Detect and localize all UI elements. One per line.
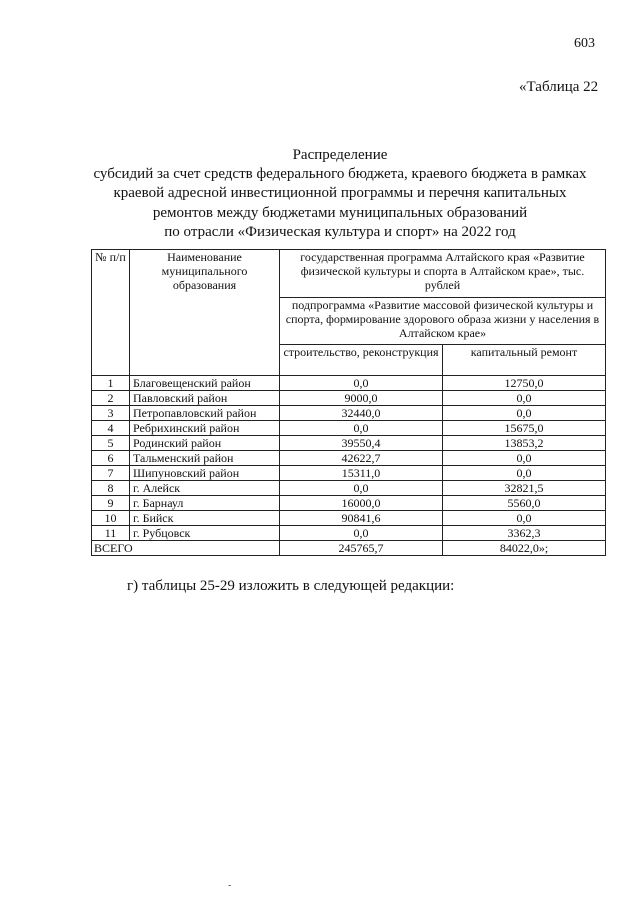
municipality-name: Родинский район xyxy=(130,436,280,451)
repair-value: 0,0 xyxy=(443,406,606,421)
subsidy-table xyxy=(91,249,606,556)
municipality-name: г. Барнаул xyxy=(130,496,280,511)
header-municipality: Наименование муниципального образования xyxy=(130,250,280,376)
row-number: 9 xyxy=(92,496,130,511)
municipality-name: г. Рубцовск xyxy=(130,526,280,541)
municipality-name: Шипуновский район xyxy=(130,466,280,481)
construction-value: 0,0 xyxy=(280,481,443,496)
row-number: 8 xyxy=(92,481,130,496)
construction-value: 16000,0 xyxy=(280,496,443,511)
heading-line: Распределение xyxy=(292,147,388,163)
page-number: 603 xyxy=(574,36,595,51)
row-number: 10 xyxy=(92,511,130,526)
construction-value: 39550,4 xyxy=(280,436,443,451)
table-row xyxy=(92,376,606,391)
table-reference: «Таблица 22 xyxy=(519,79,599,95)
header-repair: капитальный ремонт xyxy=(443,345,606,376)
row-number: 6 xyxy=(92,451,130,466)
document-heading xyxy=(60,146,620,242)
construction-value: 90841,6 xyxy=(280,511,443,526)
table-row xyxy=(92,406,606,421)
total-repair: 84022,0»; xyxy=(443,541,606,556)
table-row xyxy=(92,481,606,496)
table-row xyxy=(92,391,606,406)
repair-value: 0,0 xyxy=(443,391,606,406)
repair-value: 3362,3 xyxy=(443,526,606,541)
total-row xyxy=(92,541,606,556)
repair-value: 0,0 xyxy=(443,466,606,481)
total-construction: 245765,7 xyxy=(280,541,443,556)
construction-value: 32440,0 xyxy=(280,406,443,421)
table-row xyxy=(92,466,606,481)
header-program: государственная программа Алтайского края «Развитие физической культуры и спорта в Алтайском крае», тыс. рублей xyxy=(280,250,606,298)
municipality-name: Ребрихинский район xyxy=(130,421,280,436)
heading-line: по отрасли «Физическая культура и спорт» на 2022 год xyxy=(164,223,516,240)
repair-value: 0,0 xyxy=(443,511,606,526)
municipality-name: Благовещенский район xyxy=(130,376,280,391)
municipality-name: г. Алейск xyxy=(130,481,280,496)
construction-value: 9000,0 xyxy=(280,391,443,406)
row-number: 1 xyxy=(92,376,130,391)
row-number: 5 xyxy=(92,436,130,451)
row-number: 3 xyxy=(92,406,130,421)
table-row xyxy=(92,421,606,436)
amendment-text: г) таблицы 25-29 изложить в следующей редакции: xyxy=(127,578,455,594)
heading-line: субсидий за счет средств федерального бюджета, краевого бюджета в рамках xyxy=(93,166,587,183)
construction-value: 0,0 xyxy=(280,421,443,436)
table-row xyxy=(92,496,606,511)
construction-value: 42622,7 xyxy=(280,451,443,466)
repair-value: 5560,0 xyxy=(443,496,606,511)
header-row-number: № п/п xyxy=(92,250,130,376)
construction-value: 0,0 xyxy=(280,526,443,541)
repair-value: 32821,5 xyxy=(443,481,606,496)
heading-line: ремонтов между бюджетами муниципальных образований xyxy=(152,204,528,221)
table-row xyxy=(92,526,606,541)
heading-line: краевой адресной инвестиционной программы и перечня капитальных xyxy=(113,185,567,202)
row-number: 7 xyxy=(92,466,130,481)
construction-value: 15311,0 xyxy=(280,466,443,481)
repair-value: 13853,2 xyxy=(443,436,606,451)
table-row xyxy=(92,436,606,451)
repair-value: 0,0 xyxy=(443,451,606,466)
construction-value: 0,0 xyxy=(280,376,443,391)
repair-value: 12750,0 xyxy=(443,376,606,391)
scan-mark: - xyxy=(228,880,232,891)
table-row xyxy=(92,451,606,466)
table-row xyxy=(92,511,606,526)
municipality-name: г. Бийск xyxy=(130,511,280,526)
header-construction: строительство, реконструкция xyxy=(280,345,443,376)
repair-value: 15675,0 xyxy=(443,421,606,436)
total-label: ВСЕГО xyxy=(92,541,280,556)
municipality-name: Тальменский район xyxy=(130,451,280,466)
header-subprogram: подпрограмма «Развитие массовой физической культуры и спорта, формирование здорового образа жизни у населения в Алтайском крае» xyxy=(280,298,606,345)
row-number: 2 xyxy=(92,391,130,406)
municipality-name: Павловский район xyxy=(130,391,280,406)
row-number: 11 xyxy=(92,526,130,541)
municipality-name: Петропавловский район xyxy=(130,406,280,421)
row-number: 4 xyxy=(92,421,130,436)
